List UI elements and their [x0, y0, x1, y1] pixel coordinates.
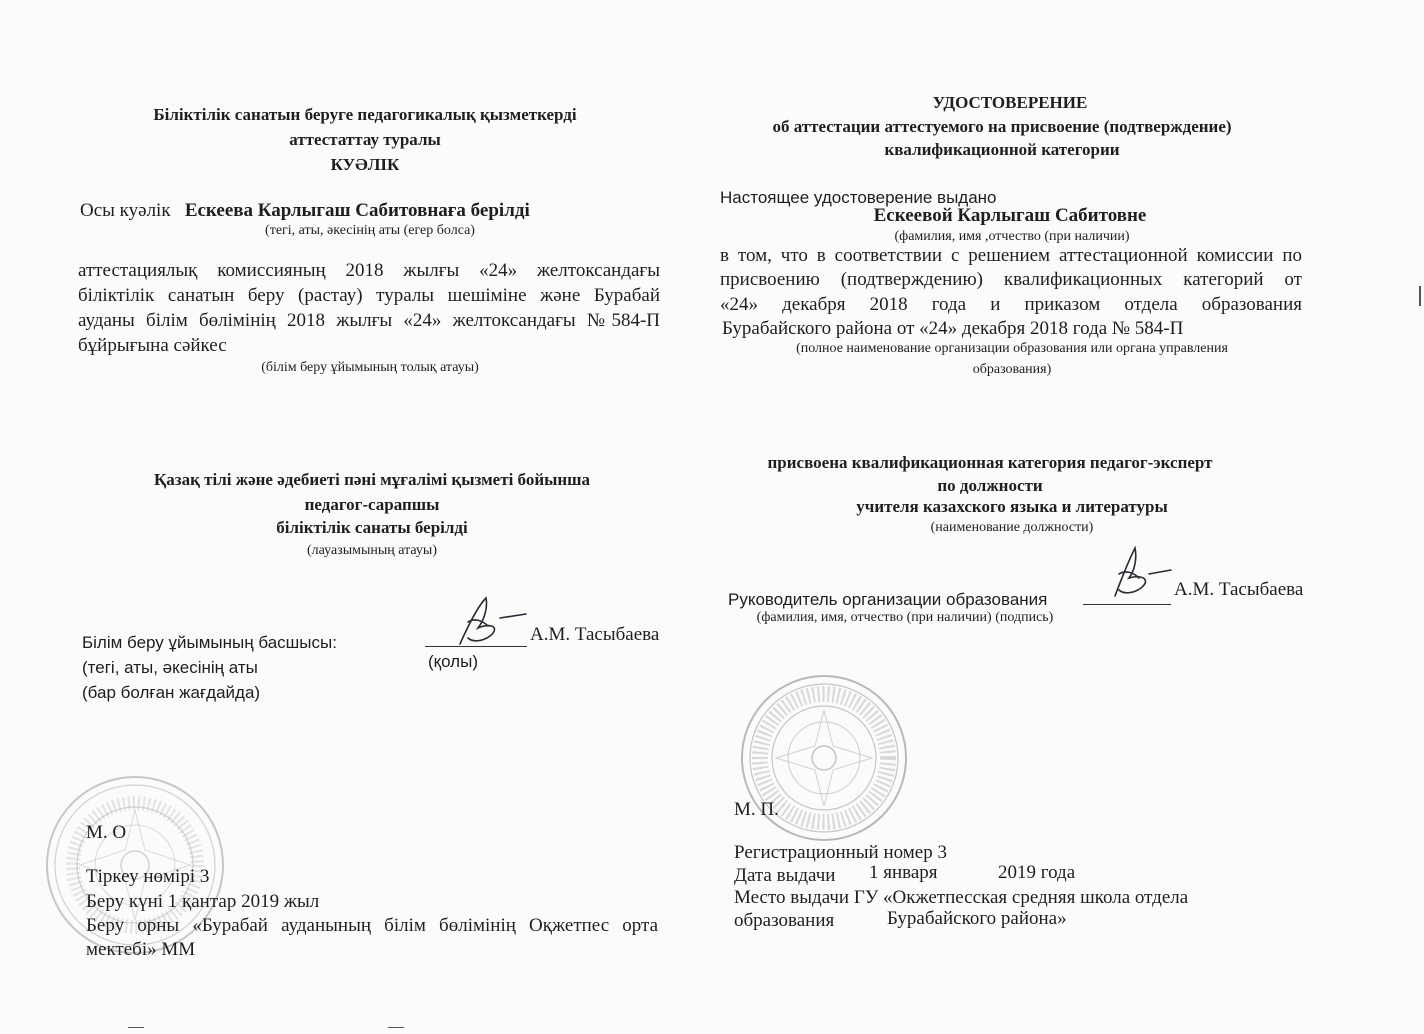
left-issued-line	[80, 200, 530, 222]
right-heading-line1: об аттестации аттестуемого на присвоение (подтверждение)	[772, 117, 1232, 136]
right-issued-prefix: Настоящее удостоверение выдано	[720, 188, 997, 207]
scan-mark-bottom-left	[128, 1027, 144, 1028]
left-position-line1: Қазақ тілі және әдебиеті пәні мұғалімі қызметі бойынша	[153, 470, 591, 489]
right-issue-place-line2b: Бурабайского района»	[887, 908, 1067, 929]
right-category-line1: присвоена квалификационная категория педагог-эксперт	[767, 453, 1213, 472]
left-signature-hint: (қолы)	[428, 652, 478, 671]
left-position-line3: біліктілік санаты берілді	[276, 518, 468, 537]
left-issued-prefix: Осы куәлік	[80, 200, 171, 221]
right-category-line3: учителя казахского языка и литературы	[856, 497, 1168, 516]
left-body-line4: бұйрығына сәйкес	[78, 335, 227, 356]
right-heading-line2: квалификационной категории	[884, 140, 1120, 159]
left-head-hint2: (бар болған жағдайда)	[82, 683, 261, 702]
left-body-line1: аттестациялық комиссияның 2018 жылғы «24» желтоксандағы	[78, 260, 660, 281]
left-issue-place-line2: мектебі» ММ	[86, 939, 196, 960]
left-issued-hint: (тегі, аты, әкесінің аты (егер болса)	[265, 223, 475, 238]
right-issued-hint: (фамилия, имя ,отчество (при наличии)	[894, 229, 1130, 244]
scan-mark-right-edge	[1419, 286, 1421, 306]
right-issue-place-line1: Место выдачи ГУ «Окжетпесская средняя школа отдела	[734, 887, 1189, 908]
right-issue-date-label: Дата выдачи	[734, 865, 836, 886]
right-issue-place-line2a: образования	[734, 910, 835, 931]
left-head-label: Білім беру ұйымының басшысы:	[82, 633, 337, 652]
right-signature-line	[1083, 604, 1171, 605]
right-body-line3: «24» декабря 2018 года и приказом отдела образования	[720, 294, 1302, 315]
right-category-line2: по должности	[937, 476, 1043, 495]
right-signer: А.М. Тасыбаева	[1174, 579, 1304, 600]
left-position-line2: педагог-сарапшы	[304, 495, 440, 514]
left-issue-date: Беру күні 1 қантар 2019 жыл	[86, 891, 320, 912]
right-issued-name: Ескеевой Карлыгаш Сабитовне	[873, 205, 1147, 226]
right-issue-date-year: 2019 года	[998, 862, 1076, 883]
right-body-line4: Бурабайского района от «24» декабря 2018 года № 584-П	[722, 318, 1184, 339]
left-head-hint1: (тегі, аты, әкесінің аты	[82, 658, 258, 677]
left-org-hint: (білім беру ұйымының толық атауы)	[261, 360, 479, 375]
left-heading-line2: аттестаттау туралы	[289, 130, 441, 149]
right-head-hint: (фамилия, имя, отчество (при наличии) (подпись)	[756, 610, 1054, 625]
left-issued-name: Ескеева Карлыгаш Сабитовнаға берілді	[184, 200, 530, 221]
right-position-hint: (наименование должности)	[930, 520, 1094, 535]
right-head-label: Руководитель организации образования	[728, 590, 1048, 609]
right-seal-label: М. П.	[734, 799, 779, 820]
left-seal-label: М. О	[86, 822, 127, 843]
left-reg-number: Тіркеу нөмірі 3	[86, 866, 210, 887]
scan-mark-bottom-center	[388, 1027, 404, 1028]
right-heading-title: УДОСТОВЕРЕНИЕ	[932, 93, 1088, 112]
left-body-line2: біліктілік санатын беру (растау) туралы шешіміне және Бурабай	[78, 285, 660, 306]
right-org-hint-line1: (полное наименование организации образования или органа управления	[796, 341, 1228, 356]
right-body-line2: присвоению (подтверждению) квалификационных категорий от	[720, 269, 1302, 290]
right-body-line1: в том, что в соответствии с решением аттестационной комиссии по	[720, 245, 1302, 266]
right-issue-date-day: 1 января	[869, 862, 938, 883]
right-reg-number: Регистрационный номер 3	[734, 842, 947, 863]
left-heading-line1: Біліктілік санатын беруге педагогикалық қызметкерді	[153, 105, 577, 124]
left-heading-title: КУӘЛІК	[330, 155, 400, 174]
left-issue-place-line1: Беру орны «Бурабай ауданының білім бөлімінің Оқжетпес орта	[86, 915, 658, 936]
right-org-hint-line2: образования)	[972, 362, 1052, 377]
left-signer: А.М. Тасыбаева	[530, 624, 660, 645]
left-position-hint: (лауазымының атауы)	[307, 543, 437, 558]
left-body-line3: ауданы білім бөлімінің 2018 жылғы «24» желтоксандағы №584-П	[78, 310, 660, 331]
